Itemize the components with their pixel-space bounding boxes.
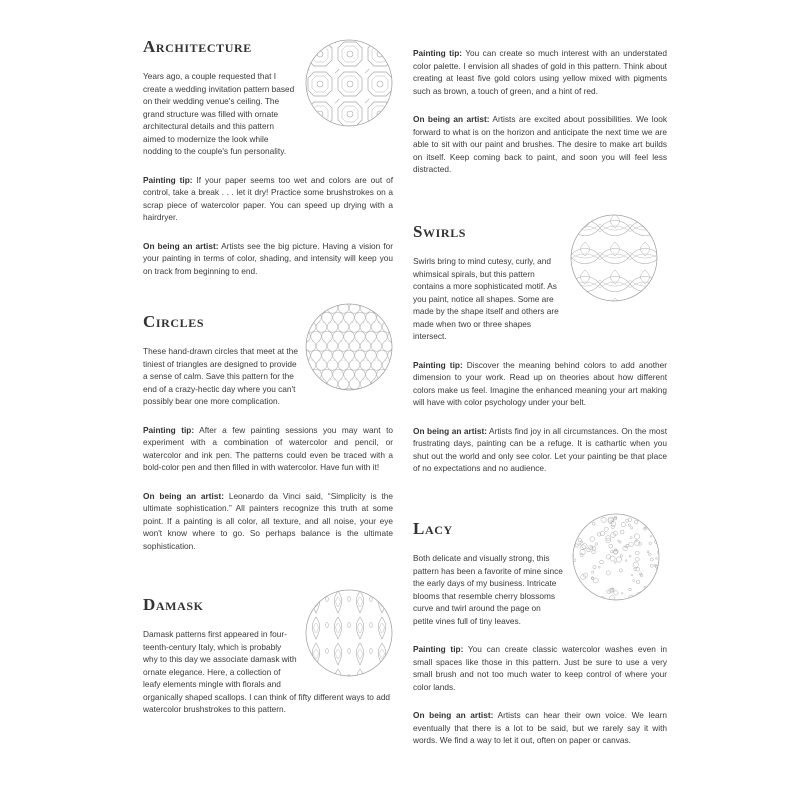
lace-bloom-mark xyxy=(606,571,610,575)
lace-bloom-mark xyxy=(572,581,575,584)
lace-bloom-mark xyxy=(619,569,622,572)
artist-text: Leonardo da Vinci said, “Simplicity is the ultimate sophistication.” All painters recognize this truth at some point. If a painting is all color, all texture, and all noise, your eye won't know where to go. So perhaps balance is the ultimate sophistication. xyxy=(143,490,393,551)
section-intro: These hand-drawn circles that meet at the tiniest of triangles are designed to provide a sense of calm. Save this pattern for the end of a crazy-hectic day where you can't possibly bear one more complication. xyxy=(143,346,298,406)
lace-bloom-mark xyxy=(579,543,581,545)
lace-bloom-mark xyxy=(590,537,595,542)
artist-label: On being an artist: xyxy=(413,114,490,124)
circles-pattern-image xyxy=(305,303,393,391)
section-intro: Both delicate and visually strong, this pattern has been a favorite of mine since the early days of my business. Intricate blooms that resemble cherry blossoms curve and twirl around the page on petite vines full of tiny leaves. xyxy=(413,553,563,626)
lace-bloom-mark xyxy=(634,520,637,523)
lace-bloom-mark xyxy=(592,522,595,525)
lace-bloom-mark xyxy=(635,540,637,542)
lace-bloom-mark xyxy=(583,524,586,527)
lace-bloom-mark xyxy=(581,541,583,543)
lace-bloom-mark xyxy=(654,582,657,585)
lace-bloom-mark xyxy=(604,527,608,531)
tip-label: Painting tip: xyxy=(413,359,463,370)
lace-bloom-mark xyxy=(592,550,596,554)
lace-bloom-mark xyxy=(649,553,652,556)
lace-bloom-mark xyxy=(577,513,581,517)
lace-bloom-mark xyxy=(625,519,628,522)
lace-bloom-mark xyxy=(600,560,604,564)
lace-bloom-mark xyxy=(577,588,581,592)
lace-bloom-mark xyxy=(620,530,624,534)
lace-bloom-mark xyxy=(639,542,642,545)
lace-bloom-mark xyxy=(650,558,653,561)
lace-bloom-mark xyxy=(647,551,649,553)
lace-bloom-mark xyxy=(591,546,593,548)
lace-bloom-mark xyxy=(592,571,594,573)
lace-bloom-mark xyxy=(572,578,574,581)
lace-bloom-mark xyxy=(593,578,598,583)
architecture-pattern-image xyxy=(305,39,393,127)
section-title: Lacy xyxy=(413,519,453,538)
lace-bloom-mark xyxy=(614,550,618,554)
lace-bloom-mark xyxy=(578,518,580,520)
lace-bloom-mark xyxy=(628,524,630,526)
lace-bloom-mark xyxy=(616,557,621,562)
lace-bloom-mark xyxy=(650,536,652,538)
lace-bloom-mark xyxy=(580,554,583,557)
lace-bloom-mark xyxy=(595,513,598,515)
section-intro: Years ago, a couple requested that I create a wedding invitation pattern based on their wedding venue's ceiling. The grand structure was filled with ornate architectural details and this pattern aimed to modernize the look while nodding to the couple's fun personality. xyxy=(143,71,295,156)
lace-bloom-mark xyxy=(655,592,660,597)
painting-tip xyxy=(413,359,667,409)
lace-bloom-mark xyxy=(610,550,613,553)
section-title: Damask xyxy=(143,595,204,614)
lace-bloom-mark xyxy=(587,548,591,552)
lace-bloom-mark xyxy=(650,564,653,567)
lace-bloom-mark xyxy=(618,540,620,542)
artist-label: On being an artist: xyxy=(413,710,494,720)
lace-bloom-mark xyxy=(621,593,623,595)
lace-bloom-mark xyxy=(581,590,585,594)
artist-text: Artists can hear their own voice. We learn eventually that there is a lot to be said, but we rarely say it with words. We find a way to let it out, often on paper or canvas. xyxy=(413,710,668,745)
tip-text: You can create so much interest with an understated color palette. I envision all shades of gold in this pattern. Think about creating at least five gold colors using yellow mixed with pigments such as brown, a touch of green, and a hint of red. xyxy=(413,48,667,96)
lace-bloom-mark xyxy=(580,545,585,550)
artist-label: On being an artist: xyxy=(413,425,487,436)
lace-bloom-mark xyxy=(578,526,582,530)
lace-bloom-mark xyxy=(619,541,621,543)
lace-bloom-mark xyxy=(657,585,660,590)
section-intro: Damask patterns first appeared in four-teenth-century Italy, which is probably why to this day we associate damask with ornate elegance. Here, a collection of leafy elements mingle with florals and organically shaped scallops. I can think of fifty different ways to add watercolor brushstrokes to this pattern. xyxy=(143,629,391,714)
artist-text: Artists find joy in all circumstances. On the most frustrating days, painting can be a refuge. It is cathartic when you shut out the world and only see color. Let your painting be that place of no expectations and no audience. xyxy=(413,425,667,473)
artist-text: Artists are excited about possibilities. We look forward to what is on the horizon and anticipate the next time we are able to sit with our paint and brushes. The desire to make art builds on itself. Keep coming back to paint, and soon you will feel less distracted. xyxy=(413,114,668,174)
lace-bloom-mark xyxy=(630,527,632,529)
section-title: Architecture xyxy=(143,37,252,56)
tip-text: After a few painting sessions you may want to experiment with a combination of watercolor and pencil, or watercolor and ink pen. The patterns could even be traced with a bold-color pen and then filled in with watercolor. Have fun with it! xyxy=(143,424,393,472)
lace-bloom-mark xyxy=(658,570,660,572)
artist-label: On being an artist: xyxy=(143,240,219,251)
lace-bloom-mark xyxy=(609,589,613,593)
swirls-pattern-image xyxy=(570,214,658,302)
lace-bloom-mark xyxy=(572,567,573,569)
artist-note xyxy=(413,113,667,176)
tip-label: Painting tip: xyxy=(413,48,463,58)
artist-text: Artists see the big picture. Having a vision for your painting in terms of color, shading, and intensity will keep you on track from beginning to end. xyxy=(143,240,393,276)
section-title: Swirls xyxy=(413,222,467,241)
lacy-pattern-image xyxy=(572,513,660,601)
lace-bloom-mark xyxy=(656,557,658,559)
painting-tip xyxy=(413,643,667,693)
artist-note xyxy=(143,490,393,553)
section-intro: Swirls bring to mind cutesy, curly, and whimsical spirals, but this pattern contains a more sophisticated motif. As you paint, notice all shapes. Some are made by the shape itself and others are made when two or three shapes intersect. xyxy=(413,256,559,341)
lace-bloom-mark xyxy=(593,565,596,568)
lace-bloom-mark xyxy=(621,522,625,526)
lace-bloom-mark xyxy=(635,551,639,555)
lace-bloom-mark xyxy=(636,580,640,584)
lace-bloom-mark xyxy=(579,530,581,532)
lace-bloom-mark xyxy=(620,555,622,557)
lace-bloom-mark xyxy=(609,544,613,548)
lace-bloom-mark xyxy=(629,588,632,591)
lace-bloom-mark xyxy=(614,561,616,563)
lace-bloom-mark xyxy=(611,525,615,529)
tip-label: Painting tip: xyxy=(413,644,464,654)
lace-bloom-mark xyxy=(614,591,618,595)
tip-label: Painting tip: xyxy=(143,424,195,435)
lace-bloom-mark xyxy=(584,513,589,516)
lace-bloom-mark xyxy=(629,542,634,547)
artist-note xyxy=(143,240,393,278)
lace-bloom-mark xyxy=(578,593,581,596)
section-title: Circles xyxy=(143,312,205,331)
artist-note xyxy=(413,709,667,747)
tip-text: Discover the meaning behind colors to add another dimension to your work. Read up on theories about how different colors make us feel. Imagine the enhanced meaning your art making will have with color psychology under your belt. xyxy=(413,359,667,407)
tip-label: Painting tip: xyxy=(143,174,193,185)
tip-text: You can create classic watercolor washes even in small spaces like those in this pattern. Just be sure to use a very small brush and not too much water to keep control of where your color lands. xyxy=(413,644,667,692)
lace-bloom-mark xyxy=(601,517,606,522)
lace-bloom-mark xyxy=(600,515,602,517)
lace-bloom-mark xyxy=(574,593,579,598)
lace-bloom-mark xyxy=(584,592,588,596)
lace-bloom-mark xyxy=(634,534,639,539)
lace-bloom-mark xyxy=(626,544,629,547)
lace-bloom-mark xyxy=(592,516,595,519)
section-architecture-continued xyxy=(413,47,667,192)
painting-tip xyxy=(413,47,667,97)
lace-bloom-mark xyxy=(631,574,633,576)
lace-bloom-mark xyxy=(630,537,632,539)
lace-bloom-mark xyxy=(650,521,653,524)
tip-text: If your paper seems too wet and colors are out of control, take a break . . . let it dry! Practice some brushstrokes on a scrap piece of watercolor paper. You can speed up drying with a hairdryer. xyxy=(143,174,393,222)
lace-bloom-mark xyxy=(625,560,627,562)
painting-tip xyxy=(143,174,393,224)
painting-tip xyxy=(143,424,393,474)
damask-pattern-image xyxy=(305,589,393,677)
lace-bloom-mark xyxy=(649,542,652,545)
lace-bloom-mark xyxy=(610,556,615,561)
lace-bloom-mark xyxy=(598,566,600,568)
lace-bloom-mark xyxy=(582,544,587,549)
lace-bloom-mark xyxy=(614,517,617,520)
lace-bloom-mark xyxy=(633,562,638,567)
lace-bloom-mark xyxy=(633,579,635,581)
artist-label: On being an artist: xyxy=(143,490,224,501)
artist-note xyxy=(413,425,667,475)
lace-bloom-mark xyxy=(629,555,631,557)
lace-bloom-mark xyxy=(636,558,640,562)
lace-bloom-mark xyxy=(595,543,598,546)
lace-bloom-mark xyxy=(575,544,578,547)
lace-bloom-mark xyxy=(648,595,651,598)
